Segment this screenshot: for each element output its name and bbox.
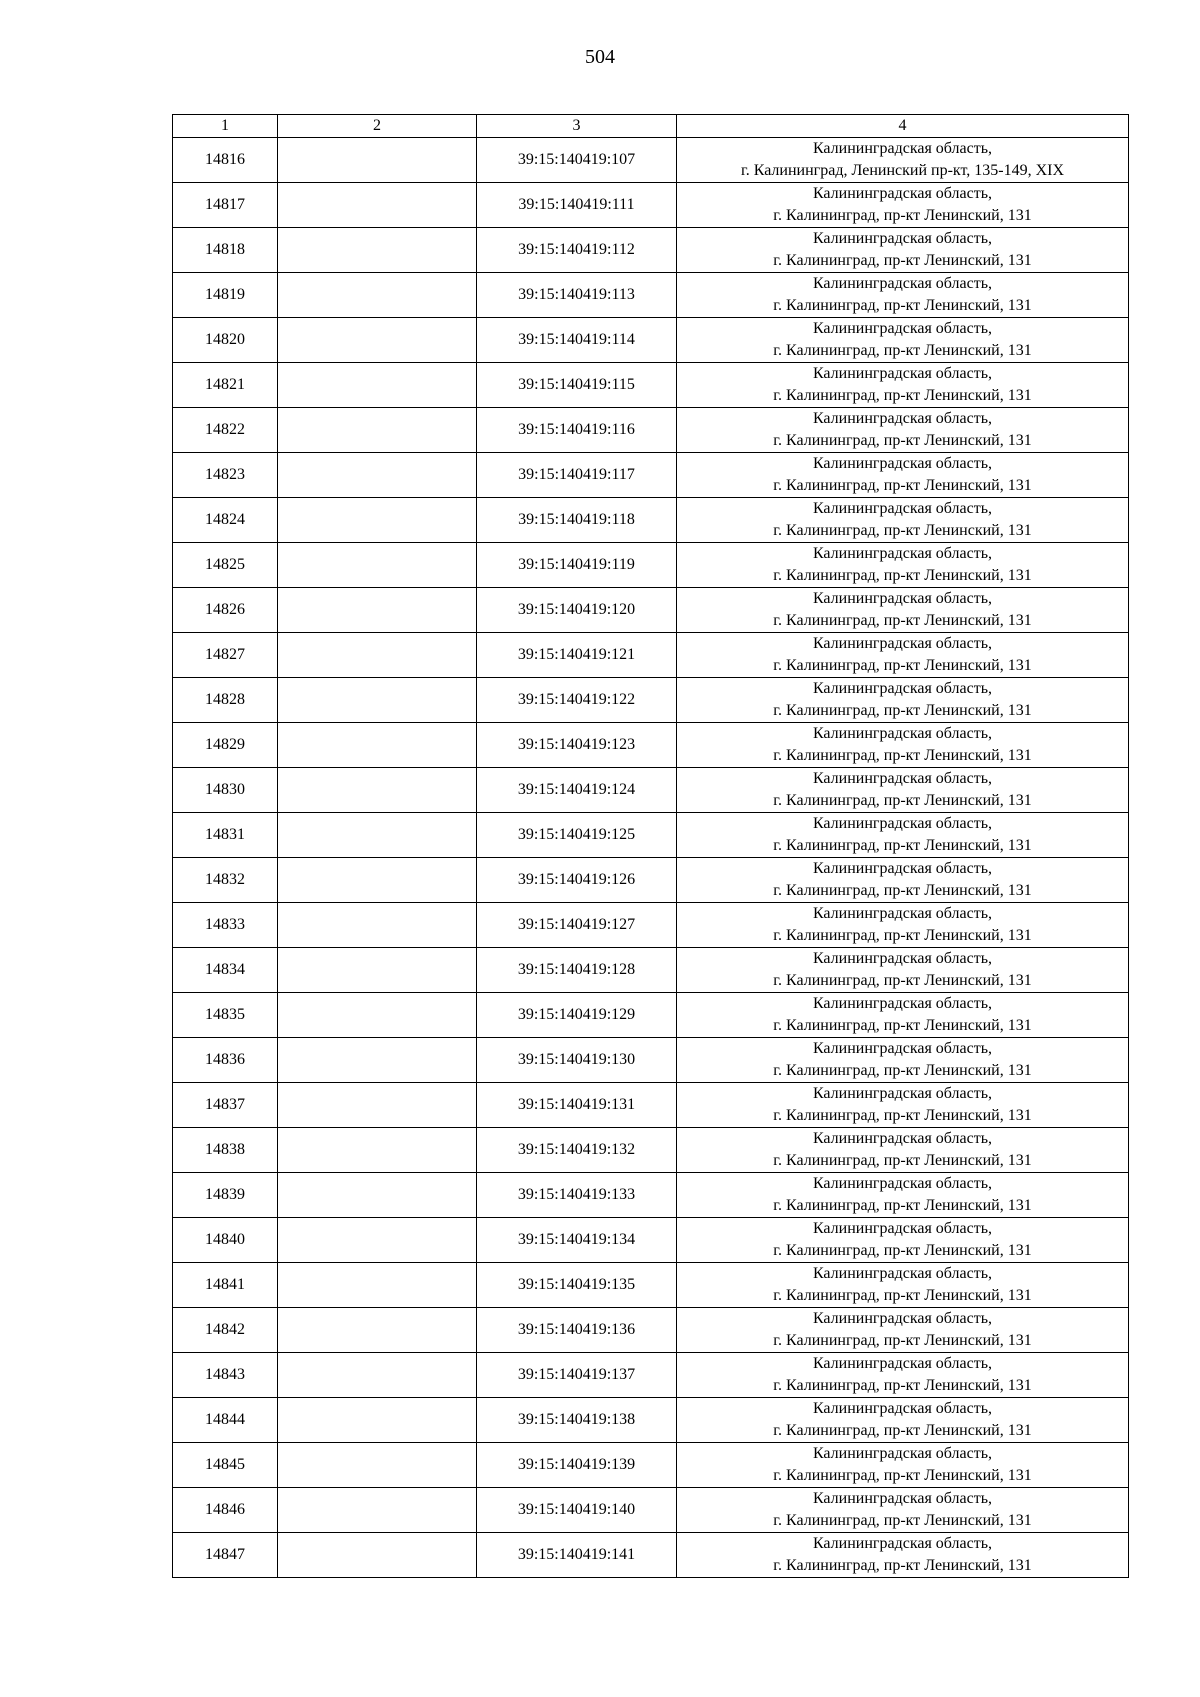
address-region: Калининградская область, — [812, 680, 993, 697]
address-street: г. Калининград, пр-кт Ленинский, 131 — [773, 1152, 1032, 1169]
row-col-2 — [278, 318, 477, 363]
row-col-2 — [278, 1038, 477, 1083]
row-col-2 — [278, 138, 477, 183]
address-region: Калининградская область, — [812, 725, 993, 742]
row-col-2 — [278, 228, 477, 273]
row-col-2 — [278, 723, 477, 768]
address-cell — [677, 318, 1129, 363]
cadastral-number: 39:15:140419:126 — [477, 858, 677, 903]
row-col-2 — [278, 408, 477, 453]
address-street: г. Калининград, пр-кт Ленинский, 131 — [773, 1422, 1032, 1439]
page-number: 504 — [585, 46, 615, 68]
address-street: г. Калининград, пр-кт Ленинский, 131 — [773, 927, 1032, 944]
header-col-1: 1 — [173, 115, 278, 138]
address-street: г. Калининград, пр-кт Ленинский, 131 — [773, 612, 1032, 629]
address-region: Калининградская область, — [812, 230, 993, 247]
address-street: г. Калининград, пр-кт Ленинский, 131 — [773, 1377, 1032, 1394]
row-col-2 — [278, 543, 477, 588]
address-cell — [677, 993, 1129, 1038]
row-col-2 — [278, 1533, 477, 1578]
address-region: Калининградская область, — [812, 1265, 993, 1282]
row-number: 14847 — [173, 1533, 278, 1578]
table-row — [173, 453, 1129, 498]
table-row — [173, 1308, 1129, 1353]
row-number: 14834 — [173, 948, 278, 993]
address-region: Калининградская область, — [812, 1400, 993, 1417]
address-region: Калининградская область, — [812, 455, 993, 472]
cadastral-number: 39:15:140419:118 — [477, 498, 677, 543]
address-cell — [677, 1083, 1129, 1128]
address-street: г. Калининград, пр-кт Ленинский, 131 — [773, 1557, 1032, 1574]
cadastral-number: 39:15:140419:127 — [477, 903, 677, 948]
row-number: 14840 — [173, 1218, 278, 1263]
address-cell — [677, 1218, 1129, 1263]
row-col-2 — [278, 633, 477, 678]
address-cell — [677, 948, 1129, 993]
table-row — [173, 1038, 1129, 1083]
cadastral-number: 39:15:140419:132 — [477, 1128, 677, 1173]
address-cell — [677, 813, 1129, 858]
row-number: 14817 — [173, 183, 278, 228]
table-row — [173, 1488, 1129, 1533]
address-street: г. Калининград, пр-кт Ленинский, 131 — [773, 1467, 1032, 1484]
table-row — [173, 1218, 1129, 1263]
address-street: г. Калининград, Ленинский пр-кт, 135-149, XIX — [740, 162, 1065, 179]
table-row — [173, 363, 1129, 408]
row-number: 14821 — [173, 363, 278, 408]
address-cell — [677, 903, 1129, 948]
address-street: г. Калининград, пр-кт Ленинский, 131 — [773, 1287, 1032, 1304]
address-region: Калининградская область, — [812, 1355, 993, 1372]
address-region: Калининградская область, — [812, 1310, 993, 1327]
table-row — [173, 1398, 1129, 1443]
row-number: 14845 — [173, 1443, 278, 1488]
row-number: 14824 — [173, 498, 278, 543]
address-region: Калининградская область, — [812, 1085, 993, 1102]
cadastral-number: 39:15:140419:133 — [477, 1173, 677, 1218]
address-region: Калининградская область, — [812, 320, 993, 337]
row-col-2 — [278, 858, 477, 903]
table-row — [173, 723, 1129, 768]
address-street: г. Калининград, пр-кт Ленинский, 131 — [773, 1242, 1032, 1259]
cadastral-number: 39:15:140419:134 — [477, 1218, 677, 1263]
row-col-2 — [278, 453, 477, 498]
cadastral-number: 39:15:140419:137 — [477, 1353, 677, 1398]
address-street: г. Калининград, пр-кт Ленинский, 131 — [773, 657, 1032, 674]
row-number: 14819 — [173, 273, 278, 318]
cadastral-number: 39:15:140419:113 — [477, 273, 677, 318]
address-cell — [677, 588, 1129, 633]
address-region: Калининградская область, — [812, 545, 993, 562]
row-number: 14826 — [173, 588, 278, 633]
address-street: г. Калининград, пр-кт Ленинский, 131 — [773, 252, 1032, 269]
address-street: г. Калининград, пр-кт Ленинский, 131 — [773, 1512, 1032, 1529]
table-row — [173, 408, 1129, 453]
address-region: Калининградская область, — [812, 1130, 993, 1147]
cadastral-number: 39:15:140419:124 — [477, 768, 677, 813]
row-number: 14836 — [173, 1038, 278, 1083]
address-street: г. Калининград, пр-кт Ленинский, 131 — [773, 1197, 1032, 1214]
header-row — [173, 115, 1129, 138]
header-col-2: 2 — [278, 115, 477, 138]
table-row — [173, 183, 1129, 228]
row-col-2 — [278, 903, 477, 948]
cadastral-number: 39:15:140419:121 — [477, 633, 677, 678]
table-row — [173, 1083, 1129, 1128]
cadastral-number: 39:15:140419:114 — [477, 318, 677, 363]
address-cell — [677, 183, 1129, 228]
address-cell — [677, 498, 1129, 543]
cadastral-number: 39:15:140419:138 — [477, 1398, 677, 1443]
row-number: 14825 — [173, 543, 278, 588]
address-street: г. Калининград, пр-кт Ленинский, 131 — [773, 837, 1032, 854]
row-number: 14816 — [173, 138, 278, 183]
row-col-2 — [278, 1083, 477, 1128]
row-number: 14842 — [173, 1308, 278, 1353]
address-region: Калининградская область, — [812, 1175, 993, 1192]
table-row — [173, 768, 1129, 813]
row-col-2 — [278, 993, 477, 1038]
cadastral-number: 39:15:140419:125 — [477, 813, 677, 858]
address-region: Калининградская область, — [812, 140, 993, 157]
cadastral-number: 39:15:140419:119 — [477, 543, 677, 588]
address-cell — [677, 138, 1129, 183]
address-street: г. Калининград, пр-кт Ленинский, 131 — [773, 1107, 1032, 1124]
cadastral-number: 39:15:140419:131 — [477, 1083, 677, 1128]
table-row — [173, 1533, 1129, 1578]
address-street: г. Калининград, пр-кт Ленинский, 131 — [773, 747, 1032, 764]
address-region: Калининградская область, — [812, 770, 993, 787]
cadastral-number: 39:15:140419:122 — [477, 678, 677, 723]
row-number: 14841 — [173, 1263, 278, 1308]
address-cell — [677, 723, 1129, 768]
address-region: Калининградская область, — [812, 1040, 993, 1057]
row-col-2 — [278, 948, 477, 993]
address-street: г. Калининград, пр-кт Ленинский, 131 — [773, 1062, 1032, 1079]
address-region: Калининградская область, — [812, 1535, 993, 1552]
address-cell — [677, 1128, 1129, 1173]
table-header — [173, 115, 1129, 138]
address-region: Калининградская область, — [812, 1490, 993, 1507]
row-col-2 — [278, 1128, 477, 1173]
row-number: 14838 — [173, 1128, 278, 1173]
address-region: Калининградская область, — [812, 1220, 993, 1237]
row-number: 14820 — [173, 318, 278, 363]
address-region: Калининградская область, — [812, 995, 993, 1012]
address-region: Калининградская область, — [812, 185, 993, 202]
row-col-2 — [278, 768, 477, 813]
table-row — [173, 588, 1129, 633]
cadastral-number: 39:15:140419:141 — [477, 1533, 677, 1578]
table-row — [173, 858, 1129, 903]
cadastral-number: 39:15:140419:130 — [477, 1038, 677, 1083]
address-cell — [677, 1398, 1129, 1443]
address-region: Калининградская область, — [812, 860, 993, 877]
address-cell — [677, 768, 1129, 813]
row-col-2 — [278, 1263, 477, 1308]
address-cell — [677, 1488, 1129, 1533]
address-street: г. Калининград, пр-кт Ленинский, 131 — [773, 792, 1032, 809]
table-body — [173, 138, 1129, 1578]
registry-table — [172, 114, 1129, 1578]
address-region: Калининградская область, — [812, 500, 993, 517]
row-col-2 — [278, 183, 477, 228]
address-cell — [677, 228, 1129, 273]
row-number: 14837 — [173, 1083, 278, 1128]
table-row — [173, 993, 1129, 1038]
table-row — [173, 498, 1129, 543]
row-col-2 — [278, 1398, 477, 1443]
address-street: г. Калининград, пр-кт Ленинский, 131 — [773, 972, 1032, 989]
row-col-2 — [278, 273, 477, 318]
row-col-2 — [278, 1308, 477, 1353]
address-cell — [677, 1533, 1129, 1578]
address-cell — [677, 543, 1129, 588]
row-col-2 — [278, 588, 477, 633]
address-region: Калининградская область, — [812, 275, 993, 292]
table-row — [173, 1128, 1129, 1173]
cadastral-number: 39:15:140419:139 — [477, 1443, 677, 1488]
cadastral-number: 39:15:140419:129 — [477, 993, 677, 1038]
address-street: г. Калининград, пр-кт Ленинский, 131 — [773, 1017, 1032, 1034]
row-number: 14833 — [173, 903, 278, 948]
address-street: г. Калининград, пр-кт Ленинский, 131 — [773, 702, 1032, 719]
address-street: г. Калининград, пр-кт Ленинский, 131 — [773, 207, 1032, 224]
row-number: 14818 — [173, 228, 278, 273]
row-col-2 — [278, 363, 477, 408]
address-cell — [677, 363, 1129, 408]
cadastral-number: 39:15:140419:140 — [477, 1488, 677, 1533]
cadastral-number: 39:15:140419:107 — [477, 138, 677, 183]
cadastral-number: 39:15:140419:135 — [477, 1263, 677, 1308]
address-cell — [677, 1443, 1129, 1488]
cadastral-number: 39:15:140419:111 — [477, 183, 677, 228]
table-row — [173, 138, 1129, 183]
row-number: 14822 — [173, 408, 278, 453]
address-region: Калининградская область, — [812, 410, 993, 427]
address-cell — [677, 1173, 1129, 1218]
address-street: г. Калининград, пр-кт Ленинский, 131 — [773, 567, 1032, 584]
cadastral-number: 39:15:140419:128 — [477, 948, 677, 993]
cadastral-number: 39:15:140419:120 — [477, 588, 677, 633]
address-cell — [677, 1353, 1129, 1398]
address-street: г. Калининград, пр-кт Ленинский, 131 — [773, 477, 1032, 494]
cadastral-number: 39:15:140419:136 — [477, 1308, 677, 1353]
row-number: 14830 — [173, 768, 278, 813]
table-row — [173, 228, 1129, 273]
table-row — [173, 1173, 1129, 1218]
address-street: г. Калининград, пр-кт Ленинский, 131 — [773, 432, 1032, 449]
row-number: 14846 — [173, 1488, 278, 1533]
row-col-2 — [278, 1488, 477, 1533]
address-cell — [677, 858, 1129, 903]
table-row — [173, 1443, 1129, 1488]
row-number: 14835 — [173, 993, 278, 1038]
address-cell — [677, 1038, 1129, 1083]
address-cell — [677, 633, 1129, 678]
row-number: 14823 — [173, 453, 278, 498]
table-row — [173, 1263, 1129, 1308]
row-number: 14828 — [173, 678, 278, 723]
cadastral-number: 39:15:140419:116 — [477, 408, 677, 453]
table-row — [173, 273, 1129, 318]
address-region: Калининградская область, — [812, 1445, 993, 1462]
row-number: 14844 — [173, 1398, 278, 1443]
row-col-2 — [278, 1173, 477, 1218]
row-col-2 — [278, 1443, 477, 1488]
row-col-2 — [278, 1218, 477, 1263]
table-row — [173, 903, 1129, 948]
row-col-2 — [278, 498, 477, 543]
row-number: 14843 — [173, 1353, 278, 1398]
cadastral-number: 39:15:140419:115 — [477, 363, 677, 408]
address-region: Калининградская область, — [812, 635, 993, 652]
address-cell — [677, 1308, 1129, 1353]
table-row — [173, 633, 1129, 678]
address-region: Калининградская область, — [812, 815, 993, 832]
address-cell — [677, 1263, 1129, 1308]
row-number: 14829 — [173, 723, 278, 768]
table-row — [173, 543, 1129, 588]
address-cell — [677, 453, 1129, 498]
table-row — [173, 678, 1129, 723]
address-cell — [677, 678, 1129, 723]
row-number: 14827 — [173, 633, 278, 678]
address-street: г. Калининград, пр-кт Ленинский, 131 — [773, 297, 1032, 314]
address-street: г. Калининград, пр-кт Ленинский, 131 — [773, 522, 1032, 539]
row-number: 14832 — [173, 858, 278, 903]
address-cell — [677, 273, 1129, 318]
address-street: г. Калининград, пр-кт Ленинский, 131 — [773, 387, 1032, 404]
row-col-2 — [278, 813, 477, 858]
table-row — [173, 813, 1129, 858]
address-street: г. Калининград, пр-кт Ленинский, 131 — [773, 882, 1032, 899]
address-street: г. Калининград, пр-кт Ленинский, 131 — [773, 342, 1032, 359]
address-region: Калининградская область, — [812, 905, 993, 922]
row-col-2 — [278, 678, 477, 723]
address-cell — [677, 408, 1129, 453]
address-street: г. Калининград, пр-кт Ленинский, 131 — [773, 1332, 1032, 1349]
row-number: 14839 — [173, 1173, 278, 1218]
row-col-2 — [278, 1353, 477, 1398]
header-col-3: 3 — [477, 115, 677, 138]
header-col-4: 4 — [677, 115, 1129, 138]
cadastral-number: 39:15:140419:117 — [477, 453, 677, 498]
address-region: Калининградская область, — [812, 590, 993, 607]
table-row — [173, 948, 1129, 993]
address-region: Калининградская область, — [812, 365, 993, 382]
table-row — [173, 1353, 1129, 1398]
cadastral-number: 39:15:140419:123 — [477, 723, 677, 768]
row-number: 14831 — [173, 813, 278, 858]
table-row — [173, 318, 1129, 363]
cadastral-number: 39:15:140419:112 — [477, 228, 677, 273]
address-region: Калининградская область, — [812, 950, 993, 967]
